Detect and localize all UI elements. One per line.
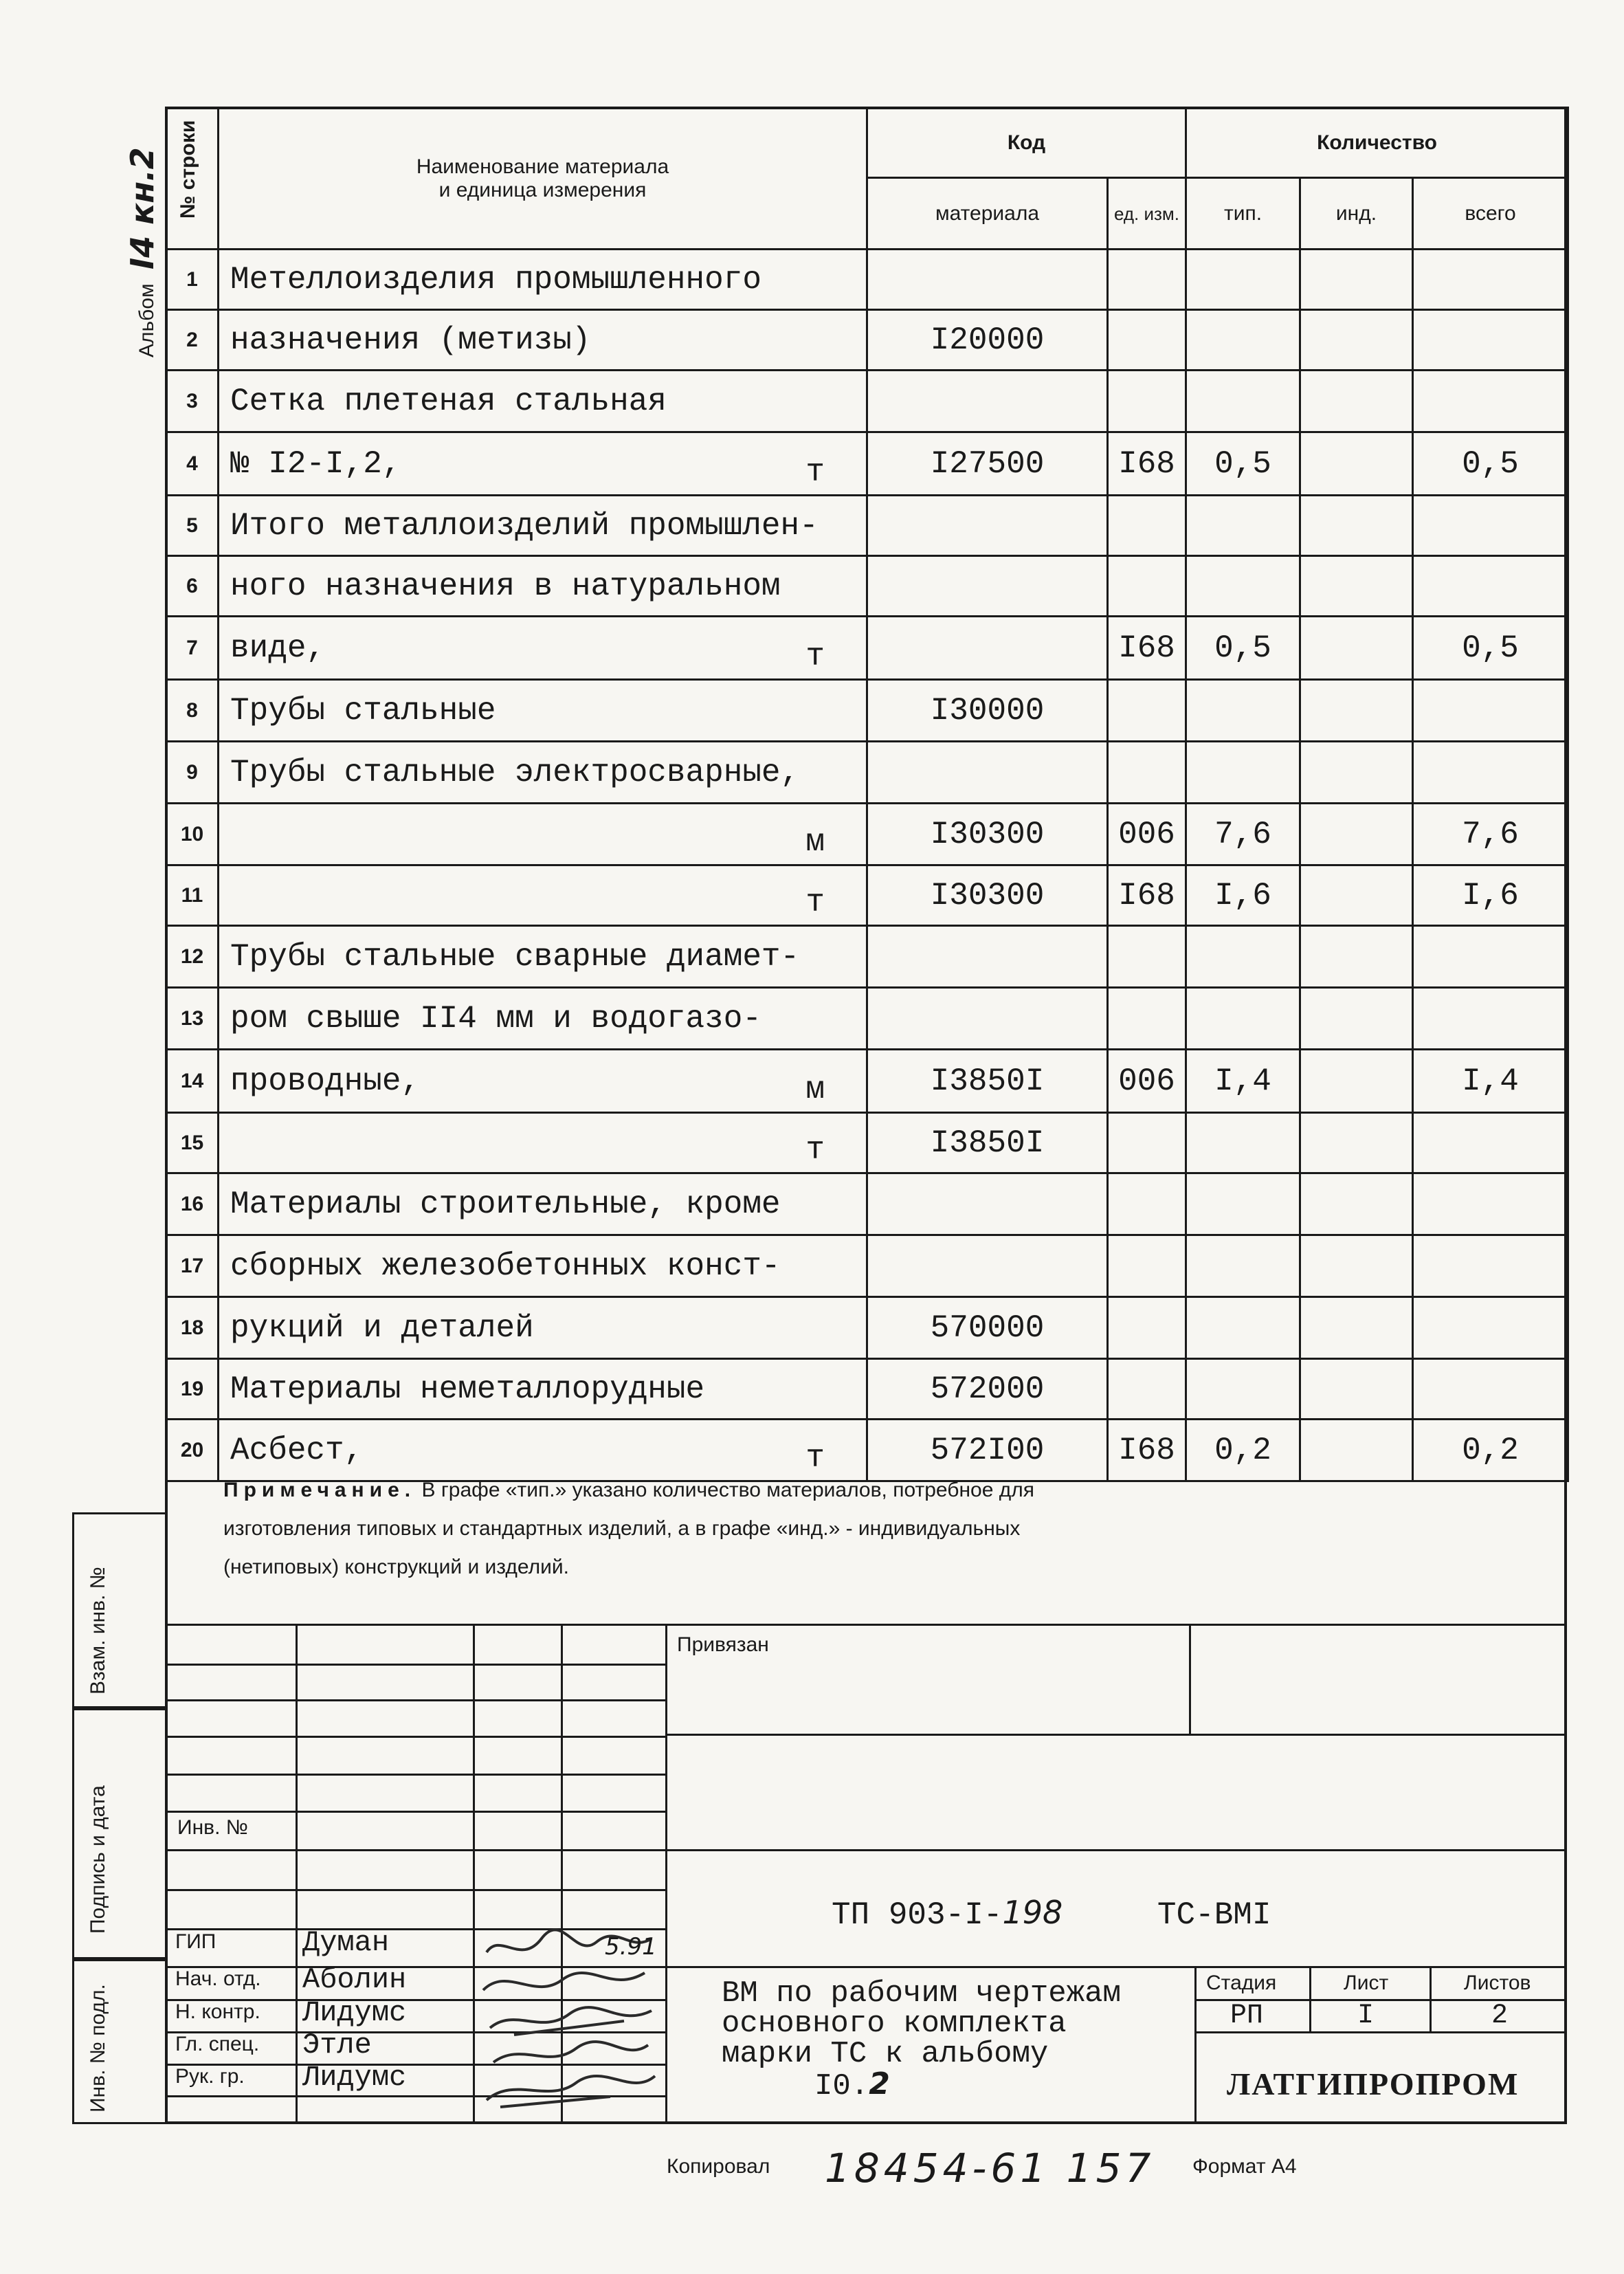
role-person-name: Лидумс (302, 2061, 407, 2094)
description: ВМ по рабочим чертежам основного комплекта марки ТС к альбому I0.2 (722, 1976, 1121, 2104)
outer-frame (165, 107, 1567, 2124)
role-person-name: Думан (302, 1926, 390, 1959)
unit-mark: т (805, 1132, 825, 1168)
row-number-text: 6 (186, 574, 198, 597)
material-code-text: I3850I (930, 1125, 1045, 1161)
note-line2: изготовления типовых и стандартных изделий, а в графе «инд.» - индивидуальных (223, 1517, 1021, 1540)
qty-typ-text: 0,5 (1214, 630, 1271, 666)
unit-code-text: I68 (1118, 877, 1175, 914)
material-code-text: I3850I (930, 1063, 1045, 1099)
material-name-text: ром свыше II4 мм и водогазо- (230, 1000, 761, 1037)
sheet-label: Лист (1344, 1972, 1389, 1994)
row-number-text: 18 (180, 1316, 204, 1339)
row-number-text: 13 (180, 1006, 204, 1030)
material-code-text: 572I00 (930, 1432, 1045, 1468)
material-name-text: Трубы стальные (230, 692, 496, 729)
role-label: Гл. спец. (175, 2033, 260, 2055)
qty-typ-text: 0,5 (1214, 445, 1271, 482)
material-code-text: I30000 (930, 692, 1045, 729)
role-label: Рук. гр. (175, 2065, 245, 2088)
row-number-text: 8 (186, 698, 198, 722)
qty-total-text: 0,5 (1462, 445, 1519, 482)
qty-total-header: всего (1413, 178, 1568, 250)
row-number-text: 9 (186, 760, 198, 784)
unit-code-text: I68 (1118, 1432, 1175, 1468)
qty-typ-text: 7,6 (1214, 816, 1271, 852)
material-name-text: Метеллоизделия промышленного (230, 261, 761, 298)
title-top-line (165, 1624, 1567, 1626)
role-person-name: Лидумс (302, 1996, 407, 2029)
footer-format: Формат А4 (1192, 2155, 1297, 2178)
material-name-text: Сетка плетеная стальная (230, 383, 667, 419)
row-no-header: № строки (166, 108, 219, 250)
unit-code-text: 006 (1118, 816, 1175, 852)
row-number-text: 16 (180, 1192, 204, 1215)
signature-3 (490, 2007, 652, 2035)
role-person-name: Аболин (302, 1963, 407, 1996)
material-name-text: Трубы стальные сварные диамет- (230, 938, 800, 975)
qty-typ-text: 0,2 (1214, 1432, 1271, 1468)
qty-total-text: I,6 (1462, 877, 1519, 914)
material-name-text: Итого металлоизделий промышлен- (230, 507, 819, 544)
material-name-text: Материалы неметаллорудные (230, 1371, 705, 1407)
material-name-text: ного назначения в натуральном (230, 568, 781, 604)
material-name-text: рукций и деталей (230, 1310, 534, 1346)
unit-mark: м (805, 824, 825, 860)
unit-code-text: I68 (1118, 630, 1175, 666)
material-name-text: проводные, (230, 1063, 421, 1099)
qty-total-text: I,4 (1462, 1063, 1519, 1099)
sheet-value: I (1357, 2000, 1375, 2031)
inv-podl-box: Инв. № подл. (72, 1959, 167, 2124)
code-material-header: материала (867, 178, 1108, 250)
qty-typ-text: I,6 (1214, 877, 1271, 914)
material-name-text: назначения (метизы) (230, 322, 591, 358)
qty-typ-header: тип. (1186, 178, 1300, 250)
unit-code-text: I68 (1118, 445, 1175, 482)
inv-no-label: Инв. № (177, 1816, 248, 1839)
unit-mark: т (805, 1440, 825, 1476)
stage-label: Стадия (1206, 1972, 1277, 1994)
code-header: Код (867, 108, 1186, 178)
code-unit-header: ед. изм. (1108, 178, 1186, 250)
row-number-text: 7 (186, 636, 198, 659)
qty-typ-text: I,4 (1214, 1063, 1271, 1099)
qty-total-text: 7,6 (1462, 816, 1519, 852)
podpis-box: Подпись и дата (72, 1708, 167, 1959)
album-number: I4 кн.2 (124, 147, 161, 270)
note-prefix: Примечание. (223, 1479, 416, 1501)
row-number-text: 2 (186, 328, 198, 351)
row-number-text: 3 (186, 389, 198, 412)
material-code-text: I30300 (930, 877, 1045, 914)
sheets-value: 2 (1491, 2000, 1509, 2031)
row-number-text: 1 (186, 267, 198, 291)
role-label: Н. контр. (175, 2000, 260, 2023)
qty-total-text: 0,2 (1462, 1432, 1519, 1468)
signature-date: 5.91 (605, 1933, 657, 1961)
sheets-label: Листов (1464, 1972, 1531, 1994)
privyazan-label: Привязан (677, 1633, 769, 1656)
material-name-text: сборных железобетонных конст- (230, 1248, 781, 1284)
material-name-text: Материалы строительные, кроме (230, 1186, 781, 1222)
album-label (124, 147, 161, 357)
unit-mark: т (805, 454, 825, 490)
row-number-text: 14 (180, 1069, 204, 1092)
material-name-text: виде, (230, 630, 326, 666)
material-code-text: 570000 (930, 1310, 1045, 1346)
row-number-text: 5 (186, 514, 198, 537)
material-code-text: I20000 (930, 322, 1045, 358)
material-name-text: Трубы стальные электросварные, (230, 754, 800, 791)
organization: ЛАТГИПРОПРОМ (1227, 2066, 1520, 2101)
role-label: ГИП (175, 1930, 216, 1953)
material-code-text: 572000 (930, 1371, 1045, 1407)
vzam-box: Взам. инв. № (72, 1512, 167, 1708)
row-number-text: 17 (180, 1254, 204, 1277)
footer-copy-no: 18454-61 157 (825, 2145, 1155, 2192)
row-number-text: 11 (181, 883, 203, 907)
qty-total-text: 0,5 (1462, 630, 1519, 666)
footer-copied: Копировал (667, 2155, 770, 2178)
row-number-text: 20 (180, 1438, 204, 1461)
signature-5 (487, 2076, 655, 2107)
stage-value: РП (1230, 2000, 1264, 2031)
unit-mark: т (805, 885, 825, 920)
row-number-text: 19 (180, 1377, 204, 1400)
album-tag: Альбом (135, 283, 158, 357)
material-code-text: I27500 (930, 445, 1045, 482)
quantity-header: Количество (1186, 108, 1568, 178)
designation: ТП 903-I-198 ТС-ВМI (832, 1894, 1271, 1933)
material-code-text: I30300 (930, 816, 1045, 852)
row-number-text: 15 (180, 1131, 204, 1154)
material-name-text: № I2-I,2, (230, 445, 401, 482)
row-number-text: 4 (186, 452, 198, 475)
role-person-name: Этле (302, 2029, 372, 2062)
signature-2 (483, 1973, 645, 1990)
qty-ind-header: инд. (1300, 178, 1413, 250)
unit-mark: т (805, 639, 825, 674)
row-number-text: 10 (180, 822, 204, 846)
unit-mark: м (805, 1072, 825, 1107)
note-line3: (нетиповых) конструкций и изделий. (223, 1556, 569, 1578)
role-label: Нач. отд. (175, 1967, 261, 1990)
name-header: Наименование материала и единица измерения (219, 108, 867, 250)
material-name-text: Асбест, (230, 1432, 364, 1468)
note-line1: В графе «тип.» указано количество материалов, потребное для (421, 1479, 1034, 1501)
signature-4 (493, 2042, 648, 2062)
row-number-text: 12 (180, 945, 204, 968)
unit-code-text: 006 (1118, 1063, 1175, 1099)
